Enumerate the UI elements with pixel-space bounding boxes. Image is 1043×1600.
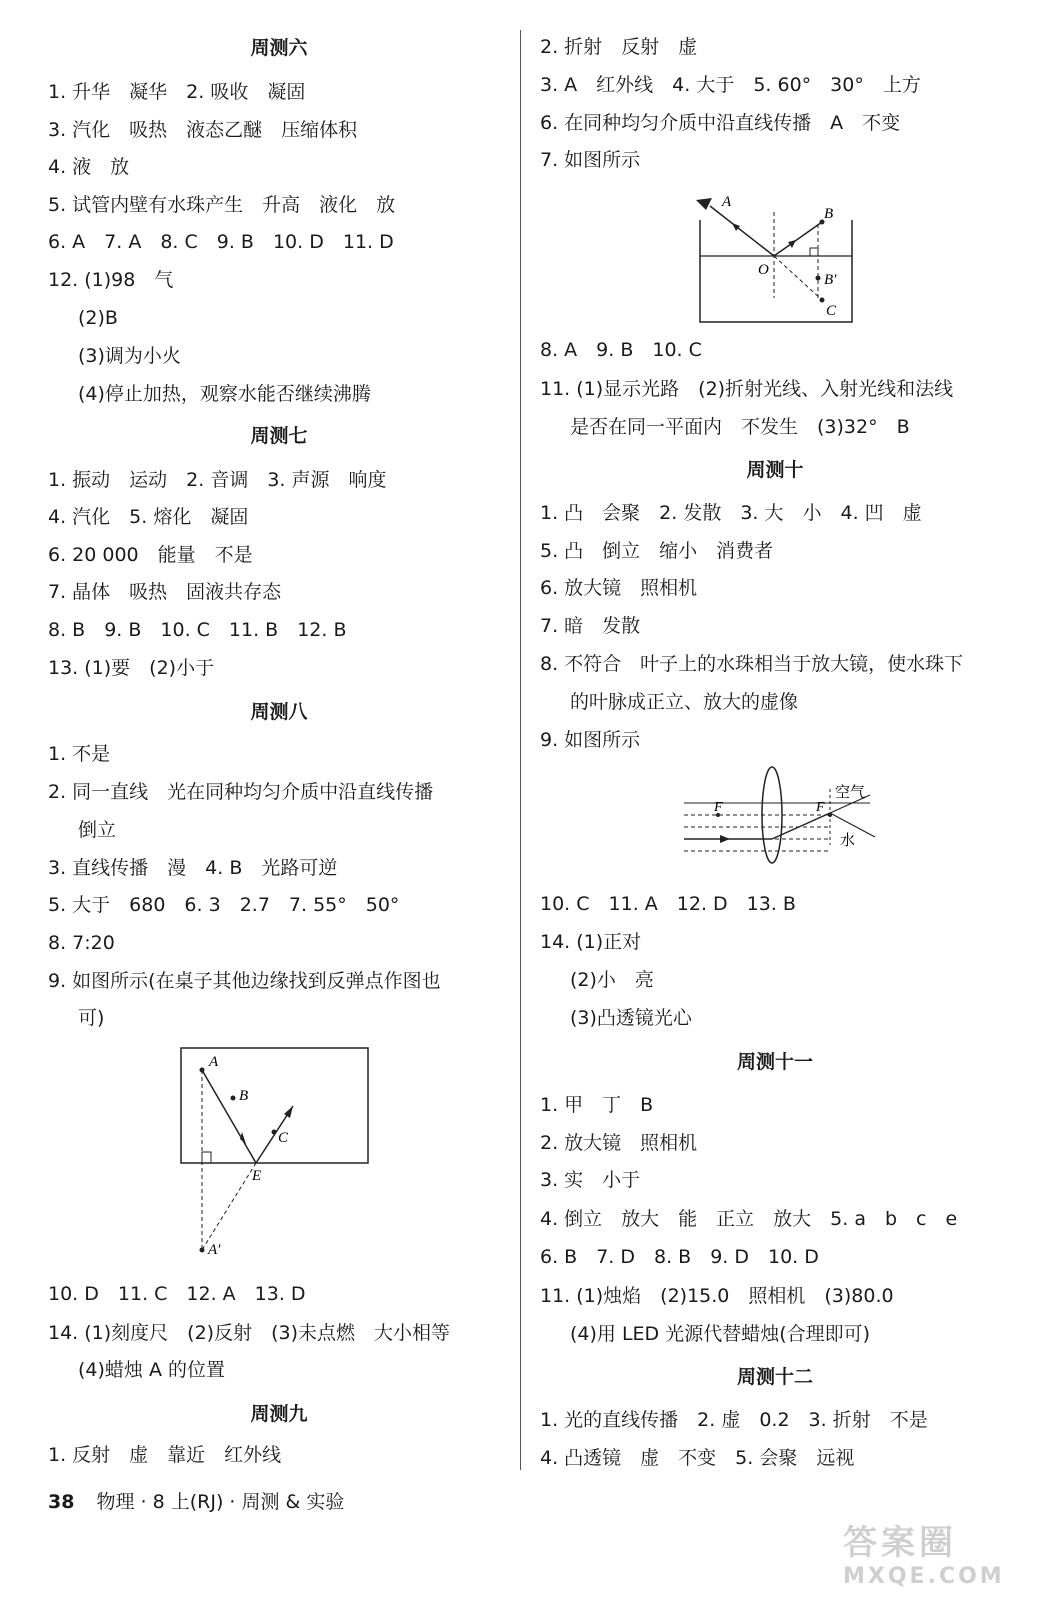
section-heading-10: 周测十 [746,459,804,481]
answer-line: 8. B 9. B 10. C 11. B 12. B [48,619,347,641]
label-F-left: F [714,800,723,815]
answer-line: 是否在同一平面内 不发生 (3)32° B [570,416,910,438]
label-B-prime: B′ [824,272,837,288]
section-heading-8: 周测八 [250,701,308,723]
answer-line: 5. 大于 680 6. 3 2.7 7. 55° 50° [48,894,400,916]
answer-line: 6. 20 000 能量 不是 [48,544,253,566]
answer-line: 14. (1)正对 [540,931,642,953]
section-heading-11: 周测十一 [736,1051,813,1073]
answer-line: 8. 7:20 [48,932,115,954]
answer-line: 14. (1)刻度尺 (2)反射 (3)未点燃 大小相等 [48,1322,450,1344]
answer-line: 2. 放大镜 照相机 [540,1132,698,1154]
answer-line: 1. 甲 丁 B [540,1094,654,1116]
answer-line: 9. 如图所示 [540,729,641,751]
answer-line: 1. 不是 [48,743,111,765]
label-air: 空气 [835,783,866,801]
answer-line: 4. 倒立 放大 能 正立 放大 5. a b c e [540,1208,958,1230]
label-A: A [209,1054,219,1070]
answer-line: 10. C 11. A 12. D 13. B [540,893,796,915]
label-O: O [758,262,769,278]
label-A: A [722,194,732,210]
label-A-prime: A′ [208,1242,221,1258]
answer-line: 11. (1)烛焰 (2)15.0 照相机 (3)80.0 [540,1285,894,1307]
answer-line: 3. 实 小于 [540,1169,641,1191]
answer-line: 5. 试管内壁有水珠产生 升高 液化 放 [48,194,396,216]
label-water: 水 [840,831,856,849]
page-number: 38 [48,1491,75,1513]
label-C: C [278,1130,289,1146]
answer-line: 1. 凸 会聚 2. 发散 3. 大 小 4. 凹 虚 [540,502,922,524]
answer-line: 6. 在同种均匀介质中沿直线传播 A 不变 [540,112,901,134]
answer-line: 7. 暗 发散 [540,615,641,637]
answer-line: (3)调为小火 [78,345,181,367]
answer-line: 的叶脉成正立、放大的虚像 [570,691,799,713]
answer-line: 9. 如图所示(在桌子其他边缘找到反弹点作图也 [48,970,441,992]
answer-line: (4)蜡烛 A 的位置 [78,1359,225,1381]
label-B: B [824,206,834,222]
answer-line: 倒立 [78,819,117,841]
answer-line: 5. 凸 倒立 缩小 消费者 [540,540,774,562]
answer-line: 7. 如图所示 [540,149,641,171]
section-heading-9: 周测九 [250,1403,308,1425]
section-heading-6: 周测六 [250,37,308,59]
label-C: C [826,303,837,319]
answer-line: 8. A 9. B 10. C [540,339,702,361]
refraction-figure [692,190,862,330]
answer-line: 6. B 7. D 8. B 9. D 10. D [540,1246,819,1268]
answer-line: 3. A 红外线 4. 大于 5. 60° 30° 上方 [540,74,921,96]
answer-line: 3. 汽化 吸热 液态乙醚 压缩体积 [48,119,358,141]
answer-line: 2. 同一直线 光在同种均匀介质中沿直线传播 [48,781,434,803]
watermark-logo [843,1515,1023,1590]
answer-line: 4. 凸透镜 虚 不变 5. 会聚 远视 [540,1447,855,1469]
section-heading-12: 周测十二 [736,1366,813,1388]
answer-line: 8. 不符合 叶子上的水珠相当于放大镜，使水珠下 [540,653,964,675]
watermark-url: MXQE.COM [843,1564,1005,1589]
answer-line: (4)停止加热，观察水能否继续沸腾 [78,383,371,405]
answer-line: 2. 折射 反射 虚 [540,36,698,58]
answer-line: 6. A 7. A 8. C 9. B 10. D 11. D [48,231,394,253]
answer-line: 7. 晶体 吸热 固液共存态 [48,581,282,603]
answer-line: 12. (1)98 气 [48,269,174,291]
answer-line: 4. 汽化 5. 熔化 凝固 [48,506,249,528]
lens-figure [680,765,880,865]
answer-line: 可) [78,1007,105,1029]
answer-line: 1. 反射 虚 靠近 红外线 [48,1444,282,1466]
answer-line: 1. 振动 运动 2. 音调 3. 声源 响度 [48,469,387,491]
answer-line: 13. (1)要 (2)小于 [48,657,215,679]
answer-line: 10. D 11. C 12. A 13. D [48,1283,306,1305]
column-divider [520,30,521,1470]
answer-line: (4)用 LED 光源代替蜡烛(合理即可) [570,1323,871,1345]
answer-line: (3)凸透镜光心 [570,1007,692,1029]
answer-line: 6. 放大镜 照相机 [540,577,698,599]
section-heading-7: 周测七 [250,425,308,447]
label-E: E [252,1168,262,1184]
answer-line: 3. 直线传播 漫 4. B 光路可逆 [48,857,338,879]
book-title: 物理 · 8 上(RJ) · 周测 & 实验 [96,1491,345,1513]
label-F-right: F [816,800,825,815]
answer-line: 11. (1)显示光路 (2)折射光线、入射光线和法线 [540,378,954,400]
answer-line: 1. 光的直线传播 2. 虚 0.2 3. 折射 不是 [540,1409,928,1431]
answer-line: 4. 液 放 [48,156,130,178]
answer-line: 1. 升华 凝华 2. 吸收 凝固 [48,81,306,103]
table-reflection-figure [176,1040,376,1265]
watermark-text: 答案圈 [843,1523,957,1563]
label-B: B [239,1088,249,1104]
answer-line: (2)B [78,307,118,329]
page-footer [48,1490,344,1514]
answer-line: (2)小 亮 [570,969,654,991]
